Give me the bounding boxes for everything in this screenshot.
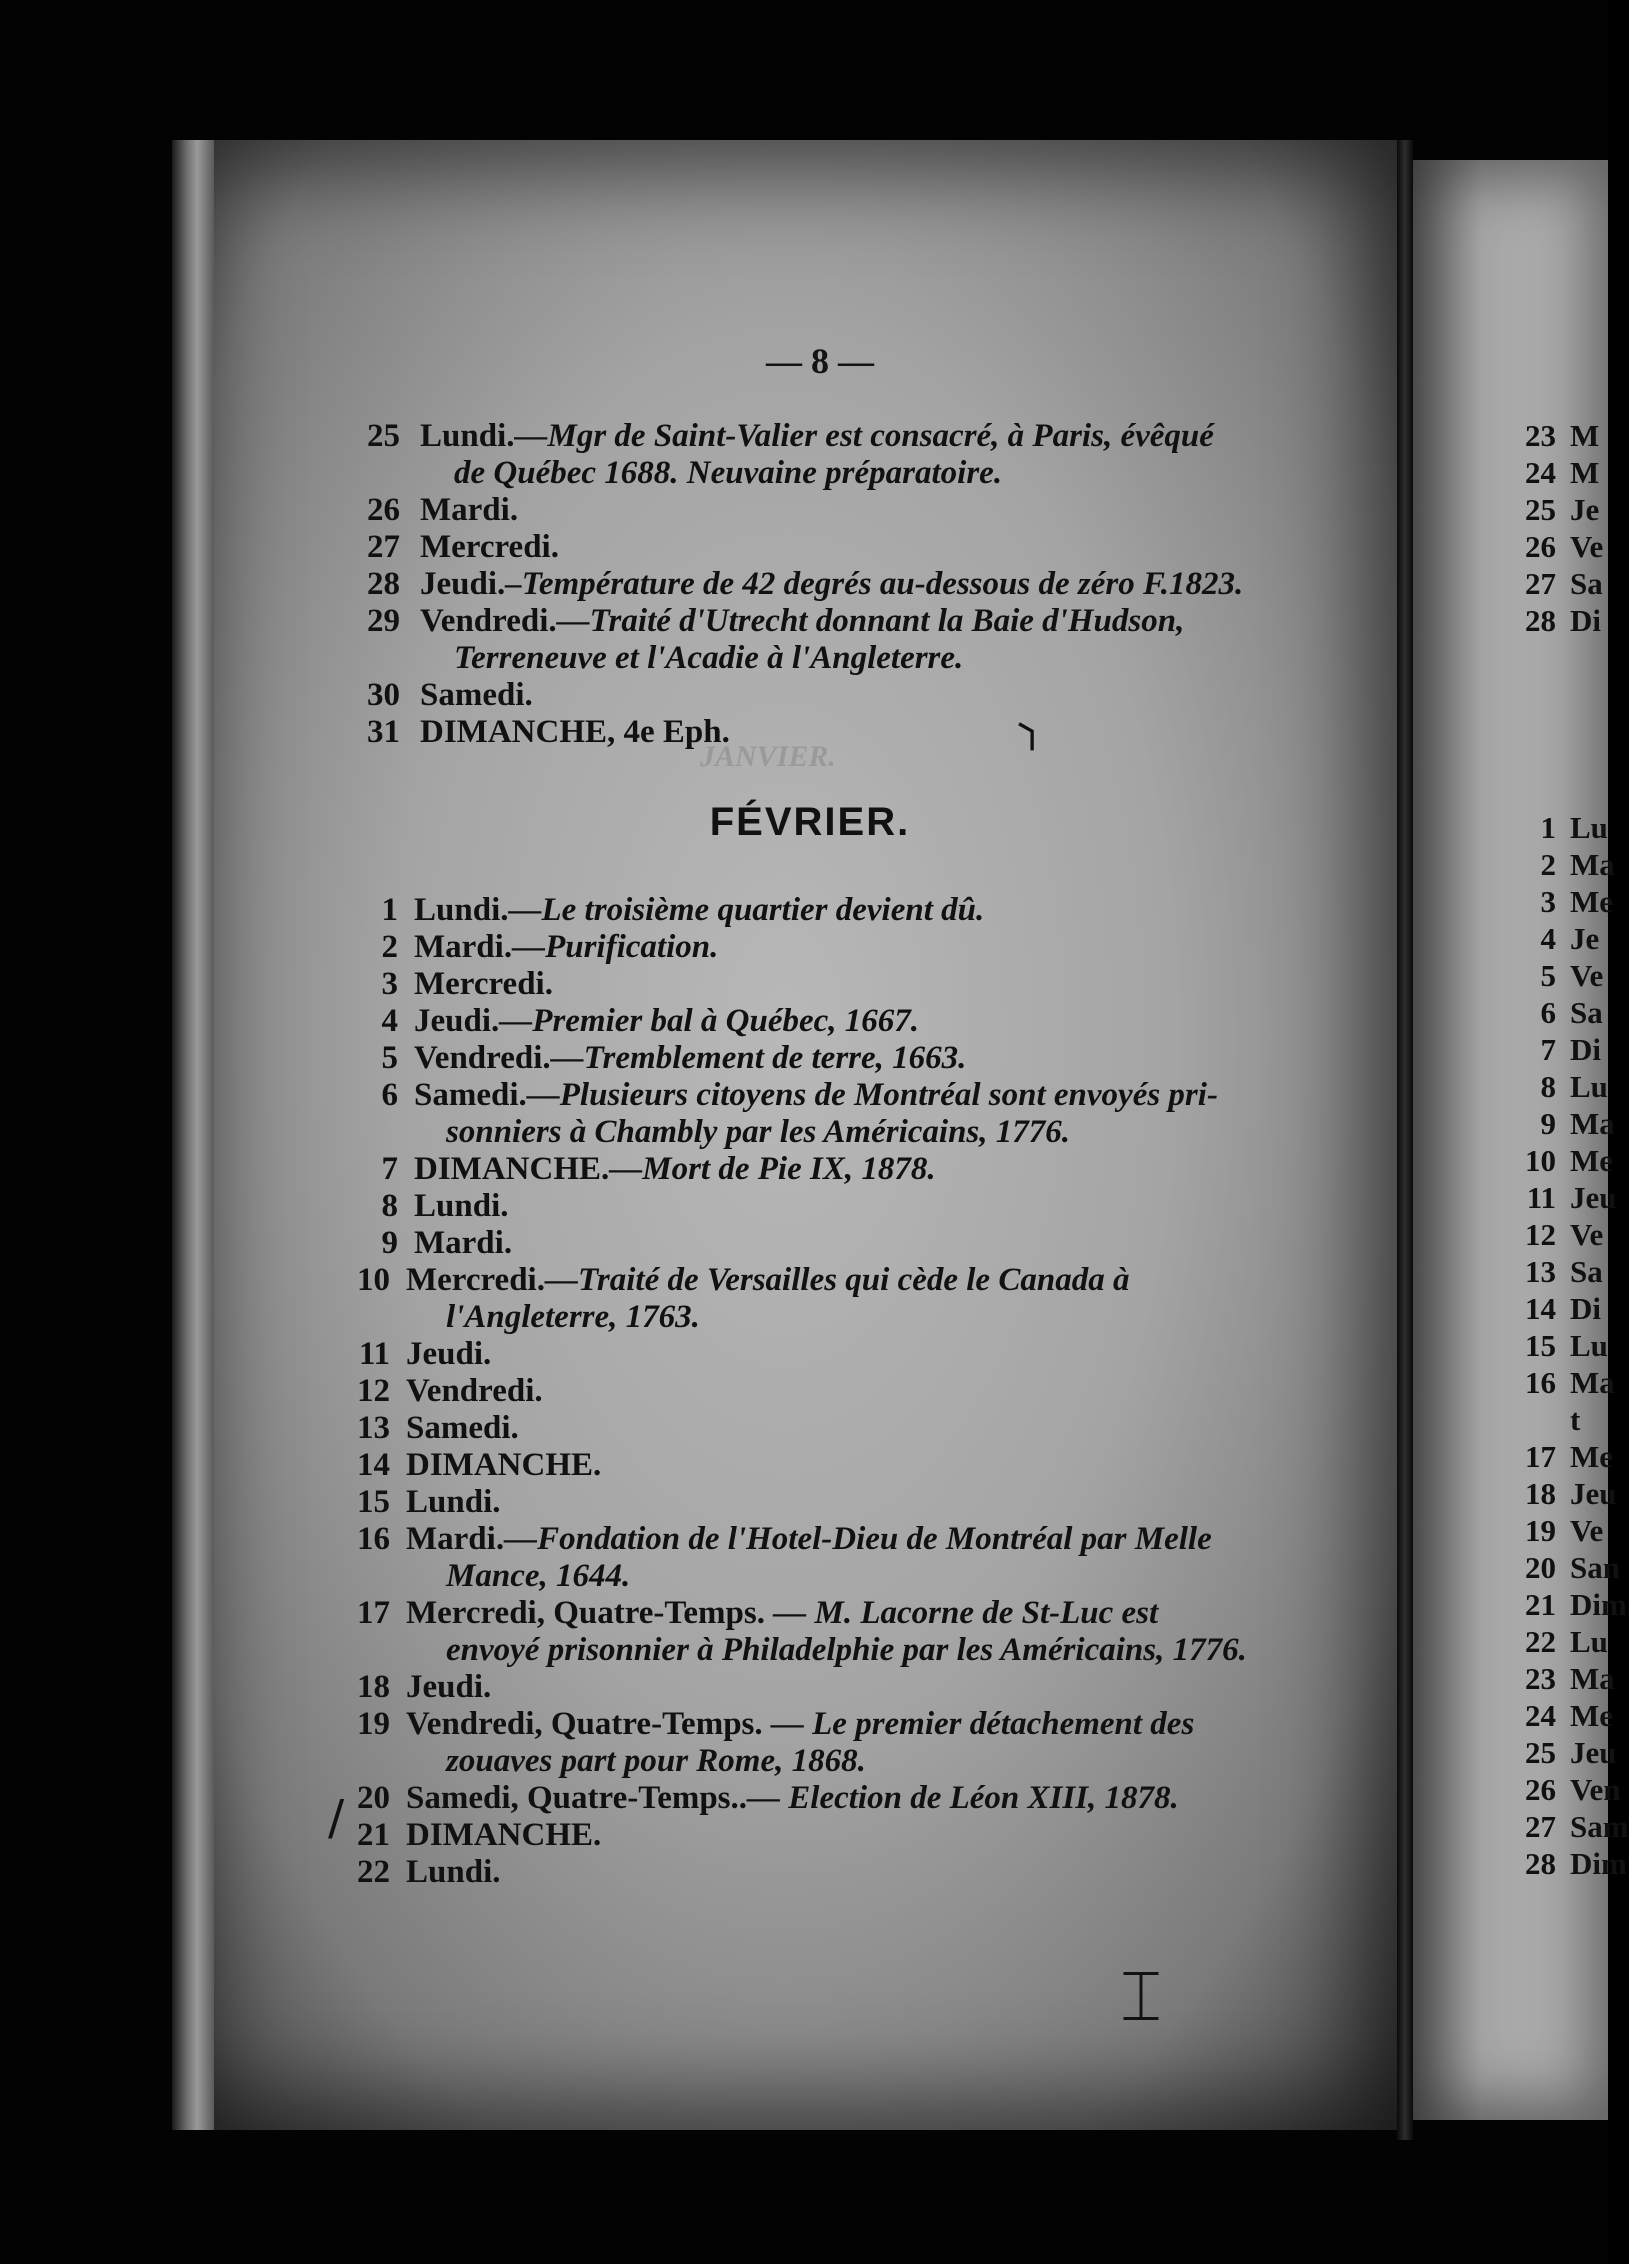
entry-event-text: —Traité d'Utrecht donnant la Baie d'Hudson,	[556, 603, 1185, 639]
entry-day-number: 11	[358, 1336, 390, 1372]
right-entry-weekday: Sa	[1570, 1254, 1603, 1289]
right-entry-weekday: Ma	[1570, 1365, 1615, 1400]
entry-day-number: 16	[357, 1521, 390, 1557]
right-entry-number: 15	[1525, 1328, 1556, 1363]
entry-weekday: Samedi.	[414, 1077, 527, 1113]
entry-weekday: Mardi.	[420, 492, 519, 528]
entry-weekday: Vendredi.	[414, 1040, 551, 1076]
right-entry-number: 25	[1525, 492, 1556, 527]
right-entry-number: 11	[1526, 1180, 1556, 1215]
right-entry-number: 13	[1525, 1254, 1556, 1289]
entry-day-number: 3	[381, 966, 398, 1002]
entry-event-text: — M. Lacorne de St-Luc est	[764, 1595, 1159, 1631]
entry-weekday: Lundi.	[414, 892, 509, 928]
right-entry-weekday: Ve	[1570, 529, 1604, 564]
entry-day-number: 15	[357, 1484, 390, 1520]
right-entry-number: 2	[1540, 847, 1556, 882]
entry-day-number: 31	[367, 714, 400, 750]
right-entry-weekday: Je	[1570, 492, 1600, 527]
right-entry-weekday: Ve	[1570, 1513, 1604, 1548]
right-entry-number: 3	[1540, 884, 1556, 919]
entry-weekday: Lundi.	[414, 1188, 509, 1224]
right-entry-weekday: t	[1570, 1402, 1581, 1437]
entry-weekday: Samedi, Quatre-Temps..	[406, 1780, 748, 1816]
right-entry-weekday: Ve	[1570, 1217, 1604, 1252]
entry-weekday: Jeudi.	[414, 1003, 500, 1039]
right-entry-weekday: Jeu	[1570, 1735, 1617, 1770]
right-entry-number: 4	[1540, 921, 1556, 956]
entry-weekday: Mercredi.	[414, 966, 553, 1002]
right-entry-number: 9	[1540, 1106, 1556, 1141]
entry-event-continuation: zouaves part pour Rome, 1868.	[446, 1743, 866, 1779]
right-entry-weekday: Ma	[1570, 1661, 1615, 1696]
right-entry-weekday: Me	[1570, 884, 1614, 919]
right-entry-number: 14	[1525, 1291, 1556, 1326]
right-entry-weekday: Di	[1570, 603, 1601, 638]
entry-event-text: — Le premier détachement des	[762, 1706, 1195, 1742]
right-entry-number: 17	[1525, 1439, 1556, 1474]
right-entry-number: 5	[1540, 958, 1556, 993]
entry-weekday: Mercredi.	[420, 529, 559, 565]
entry-weekday: Mercredi, Quatre-Temps.	[406, 1595, 765, 1631]
entry-day-number: 4	[381, 1003, 398, 1039]
right-entry-number: 1	[1540, 810, 1556, 845]
entry-event-continuation: Mance, 1644.	[446, 1558, 631, 1594]
entry-weekday: Lundi.	[420, 418, 515, 454]
pen-mark-curl: ⸃	[1010, 710, 1042, 784]
entry-weekday: Vendredi.	[420, 603, 557, 639]
right-entry-weekday: Di	[1570, 1032, 1601, 1067]
entry-event-text: —Premier bal à Québec, 1667.	[499, 1003, 920, 1039]
right-entry-weekday: San	[1570, 1550, 1620, 1585]
right-entry-weekday: Je	[1570, 921, 1600, 956]
entry-weekday: Lundi.	[406, 1484, 501, 1520]
right-entry-number: 25	[1525, 1735, 1556, 1770]
entry-day-number: 8	[381, 1188, 398, 1224]
right-entry-number: 28	[1525, 1846, 1556, 1881]
entry-weekday: Vendredi, Quatre-Temps.	[406, 1706, 763, 1742]
bleed-through-text: JANVIER.	[700, 740, 836, 773]
entry-event-text: —Mort de Pie IX, 1878.	[609, 1151, 936, 1187]
entry-day-number: 13	[357, 1410, 390, 1446]
entry-day-number: 7	[381, 1151, 398, 1187]
right-entry-weekday: Me	[1570, 1698, 1614, 1733]
entry-event-continuation: Terreneuve et l'Acadie à l'Angleterre.	[454, 640, 964, 676]
right-entry-number: 19	[1525, 1513, 1556, 1548]
right-entry-number: 23	[1525, 1661, 1556, 1696]
right-entry-number: 27	[1525, 1809, 1556, 1844]
right-entry-number: 28	[1525, 603, 1556, 638]
entry-event-text: —Fondation de l'Hotel-Dieu de Montréal par Melle	[504, 1521, 1212, 1557]
entry-weekday: Mardi.	[414, 1225, 513, 1261]
entry-event-text: –Température de 42 degrés au-dessous de zéro F.1823.	[505, 566, 1244, 602]
entry-event-continuation: l'Angleterre, 1763.	[446, 1299, 700, 1335]
right-entry-number: 27	[1525, 566, 1556, 601]
entry-day-number: 1	[381, 892, 398, 928]
entry-weekday: Jeudi.	[406, 1336, 492, 1372]
right-entry-weekday: Sa	[1570, 566, 1603, 601]
right-entry-weekday: Lu	[1570, 1069, 1608, 1104]
entry-day-number: 29	[367, 603, 400, 639]
right-entry-weekday: Jeu	[1570, 1180, 1617, 1215]
right-entry-weekday: Me	[1570, 1439, 1614, 1474]
right-entry-number: 23	[1525, 418, 1556, 453]
right-entry-number: 24	[1525, 1698, 1556, 1733]
right-entry-weekday: Dim	[1570, 1587, 1627, 1622]
entry-day-number: 14	[357, 1447, 390, 1483]
right-entry-number: 6	[1540, 995, 1556, 1030]
right-entry-weekday: Sam	[1570, 1809, 1629, 1844]
entry-event-text: —Le troisième quartier devient dû.	[508, 892, 985, 928]
entry-event-text: —Purification.	[512, 929, 719, 965]
entry-day-number: 10	[357, 1262, 390, 1298]
entry-day-number: 27	[367, 529, 400, 565]
entry-day-number: 25	[367, 418, 400, 454]
entry-day-number: 19	[357, 1706, 390, 1742]
entry-weekday: DIMANCHE, 4e Eph.	[420, 714, 730, 750]
right-entry-number: 8	[1540, 1069, 1556, 1104]
pen-mark-stroke: /	[328, 1790, 345, 1846]
right-entry-weekday: Ve	[1570, 958, 1604, 993]
right-entry-weekday: Lu	[1570, 1328, 1608, 1363]
entry-day-number: 12	[357, 1373, 390, 1409]
entry-day-number: 28	[367, 566, 400, 602]
right-entry-weekday: Sa	[1570, 995, 1603, 1030]
right-entry-number: 10	[1525, 1143, 1556, 1178]
entry-event-text: — Election de Léon XIII, 1878.	[747, 1780, 1179, 1816]
entry-weekday: Jeudi.	[420, 566, 506, 602]
entry-day-number: 22	[357, 1854, 390, 1890]
entry-day-number: 17	[357, 1595, 390, 1631]
pen-mark-scribble: ⌶	[1120, 1955, 1162, 2037]
entry-day-number: 26	[367, 492, 400, 528]
right-entry-weekday: Ma	[1570, 847, 1615, 882]
right-entry-weekday: Jeu	[1570, 1476, 1617, 1511]
entry-weekday: Mercredi.	[406, 1262, 545, 1298]
right-entry-weekday: M	[1570, 455, 1600, 490]
entry-event-text: —Mgr de Saint-Valier est consacré, à Paris, évêqué	[514, 418, 1214, 454]
entry-event-text: —Traité de Versailles qui cède le Canada à	[544, 1262, 1130, 1298]
right-entry-weekday: Me	[1570, 1143, 1614, 1178]
section-title-fevrier: FÉVRIER.	[709, 800, 911, 844]
entry-day-number: 6	[381, 1077, 398, 1113]
right-entry-number: 18	[1525, 1476, 1556, 1511]
right-entry-number: 20	[1525, 1550, 1556, 1585]
entry-day-number: 30	[367, 677, 400, 713]
entry-weekday: Mardi.	[414, 929, 513, 965]
entry-weekday: Samedi.	[406, 1410, 519, 1446]
right-entry-weekday: M	[1570, 418, 1600, 453]
right-entry-number: 24	[1525, 455, 1556, 490]
right-entry-weekday: Lu	[1570, 1624, 1608, 1659]
entry-day-number: 5	[381, 1040, 398, 1076]
right-entry-number: 26	[1525, 1772, 1556, 1807]
entry-event-continuation: envoyé prisonnier à Philadelphie par les Américains, 1776.	[446, 1632, 1247, 1668]
right-entry-weekday: Dim	[1570, 1846, 1627, 1881]
right-entry-number: 26	[1525, 529, 1556, 564]
right-entry-weekday: Di	[1570, 1291, 1601, 1326]
right-entry-number: 16	[1525, 1365, 1556, 1400]
right-entry-number: 22	[1525, 1624, 1556, 1659]
entry-day-number: 20	[357, 1780, 390, 1816]
entry-day-number: 21	[357, 1817, 390, 1853]
entry-day-number: 9	[381, 1225, 398, 1261]
right-entry-number: 7	[1540, 1032, 1556, 1067]
entry-day-number: 18	[357, 1669, 390, 1705]
right-entry-number: 21	[1525, 1587, 1556, 1622]
entry-event-continuation: sonniers à Chambly par les Américains, 1776.	[446, 1114, 1071, 1150]
entry-weekday: Vendredi.	[406, 1373, 543, 1409]
page-number: — 8 —	[766, 341, 874, 381]
entry-weekday: DIMANCHE.	[414, 1151, 610, 1187]
entry-event-text: —Tremblement de terre, 1663.	[550, 1040, 967, 1076]
entry-weekday: DIMANCHE.	[406, 1447, 602, 1483]
right-entry-weekday: Ma	[1570, 1106, 1615, 1141]
entry-day-number: 2	[381, 929, 398, 965]
entry-weekday: Mardi.	[406, 1521, 505, 1557]
right-entry-weekday: Lu	[1570, 810, 1608, 845]
entry-weekday: Samedi.	[420, 677, 533, 713]
right-entry-number: 12	[1525, 1217, 1556, 1252]
entry-event-continuation: de Québec 1688. Neuvaine préparatoire.	[454, 455, 1003, 491]
right-entry-weekday: Ven	[1570, 1772, 1621, 1807]
entry-weekday: Jeudi.	[406, 1669, 492, 1705]
entry-weekday: DIMANCHE.	[406, 1817, 602, 1853]
entry-event-text: —Plusieurs citoyens de Montréal sont envoyés pri-	[526, 1077, 1218, 1113]
entry-weekday: Lundi.	[406, 1854, 501, 1890]
